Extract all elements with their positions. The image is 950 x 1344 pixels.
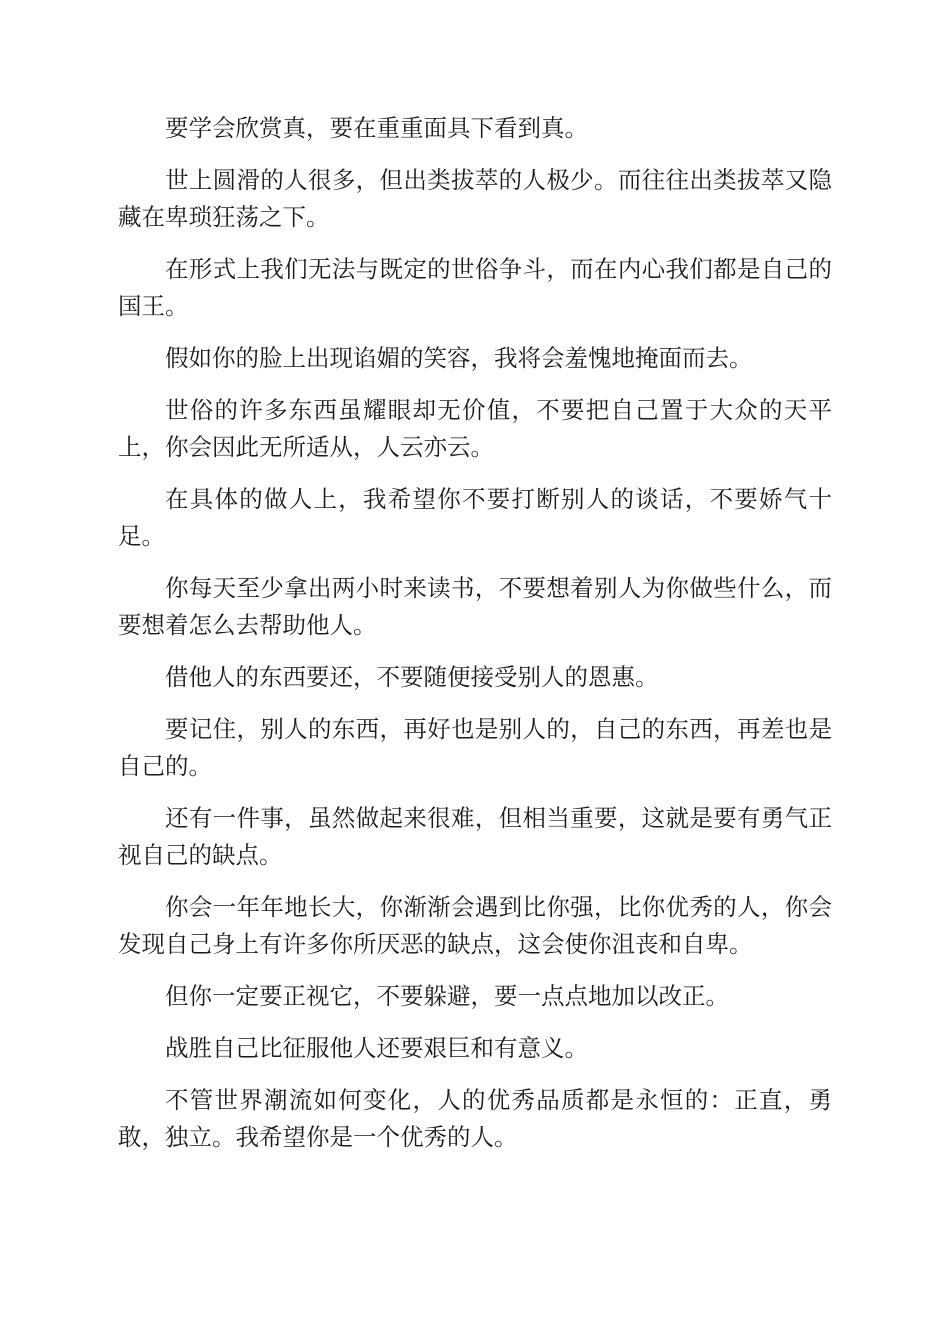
paragraph: 在形式上我们无法与既定的世俗争斗，而在内心我们都是自己的国王。 — [118, 255, 832, 320]
paragraph: 但你一定要正视它，不要躲避，要一点点地加以改正。 — [165, 982, 729, 1010]
paragraph: 不管世界潮流如何变化，人的优秀品质都是永恒的：正直，勇敢，独立。我希望你是一个优秀的人。 — [118, 1086, 832, 1151]
paragraph: 战胜自己比征服他人还要艰巨和有意义。 — [165, 1034, 588, 1062]
paragraph: 假如你的脸上出现谄媚的笑容，我将会羞愧地掩面而去。 — [165, 344, 753, 372]
paragraph: 你会一年年地长大，你渐渐会遇到比你强，比你优秀的人，你会发现自己身上有许多你所厌恶的缺点，这会使你沮丧和自卑。 — [118, 893, 832, 958]
paragraph: 在具体的做人上，我希望你不要打断别人的谈话，不要娇气十足。 — [118, 485, 832, 550]
paragraph: 还有一件事，虽然做起来很难，但相当重要，这就是要有勇气正视自己的缺点。 — [118, 804, 832, 869]
paragraph: 借他人的东西要还，不要随便接受别人的恩惠。 — [165, 663, 659, 691]
paragraph: 你每天至少拿出两小时来读书，不要想着别人为你做些什么，而要想着怎么去帮助他人。 — [118, 574, 832, 639]
paragraph: 要学会欣赏真，要在重重面具下看到真。 — [165, 114, 588, 142]
document-body — [118, 110, 832, 1171]
paragraph: 世俗的许多东西虽耀眼却无价值，不要把自己置于大众的天平上，你会因此无所适从，人云亦云。 — [118, 396, 832, 461]
paragraph: 要记住，别人的东西，再好也是别人的，自己的东西，再差也是自己的。 — [118, 715, 832, 780]
paragraph: 世上圆滑的人很多，但出类拔萃的人极少。而往往出类拔萃又隐藏在卑琐狂荡之下。 — [118, 166, 832, 231]
